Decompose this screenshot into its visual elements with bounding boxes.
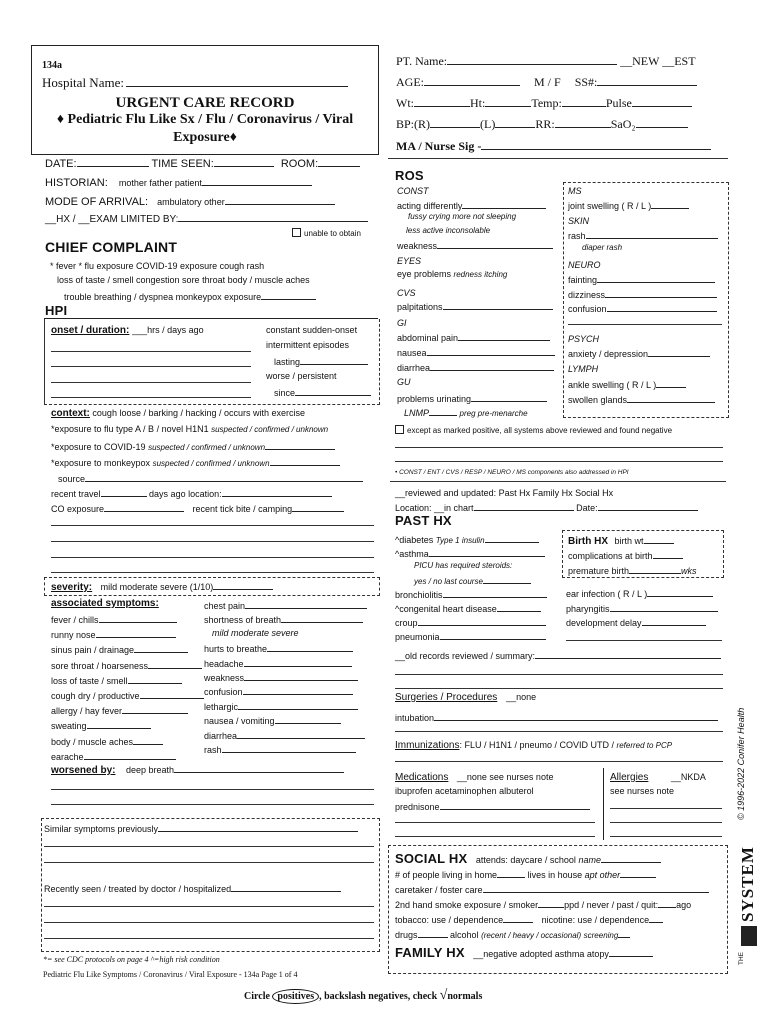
similar-line-2[interactable] (44, 862, 374, 863)
ros-nausea-row: nausea (397, 346, 555, 358)
ros-ms-heading: MS (568, 186, 582, 196)
ros-rash-row: rash (568, 229, 718, 241)
worse-opts: worse / persistent (266, 371, 337, 381)
abd-field[interactable] (458, 331, 550, 341)
ros-bottom-rule (390, 481, 726, 482)
est-option[interactable]: __EST (662, 54, 696, 68)
pt-name-row: PT. Name: __NEW __EST (396, 54, 696, 68)
assoc-right-field[interactable] (244, 671, 358, 681)
ht-field[interactable] (485, 97, 531, 107)
ss-field[interactable] (597, 76, 697, 86)
chd-field[interactable] (497, 602, 541, 612)
past-croup-row: croup (395, 616, 546, 628)
since-row: since (274, 386, 371, 398)
ros-abd-row: abdominal pain (397, 331, 550, 343)
hospital-name-label: Hospital Name: (42, 75, 348, 91)
ros-except-row[interactable]: except as marked positive, all systems above reviewed and found negative (395, 425, 672, 435)
chief-complaint-heading: CHIEF COMPLAINT (45, 239, 178, 255)
constant-opts: constant sudden-onset (266, 325, 358, 335)
bronch-field[interactable] (443, 588, 547, 598)
past-right-line[interactable] (566, 640, 722, 641)
assoc-heading: associated symptoms: (51, 598, 159, 609)
social-heading-row: SOCIAL HX attends: daycare / school name (395, 851, 661, 866)
date-row: DATE: TIME SEEN: ROOM: (45, 157, 360, 170)
assoc-right-item: chest pain (204, 599, 367, 611)
assoc-left-item: sweating (51, 719, 151, 731)
ros-diarrhea-row: diarrhea (397, 361, 554, 373)
ros-psych-heading: PSYCH (568, 334, 600, 344)
past-diabetes-row: ^diabetes Type 1 insulin (395, 533, 539, 545)
surgeries-row: Surgeries / Procedures __none (395, 692, 537, 703)
positives-circle: positives (272, 989, 319, 1004)
ros-palp-row: palpitations (397, 300, 553, 312)
glands-field[interactable] (627, 393, 715, 403)
ros-components-note: • CONST / ENT / CVS / RESP / NEURO / MS components also addressed in HPI (395, 469, 629, 476)
assoc-right-item: headache (204, 657, 352, 669)
assoc-right-item: weakness (204, 671, 358, 683)
severity-row: severity: mild moderate severe (1/10) (51, 580, 273, 593)
recently-seen-field[interactable] (231, 882, 341, 892)
onset-line-3[interactable] (51, 382, 251, 383)
vitals-row-2: BP:(R) (L) RR: SaO₂ (396, 117, 688, 132)
allergy-note: see nurses note (610, 786, 675, 796)
allergy-line-2[interactable] (610, 822, 722, 823)
asthma-field[interactable] (429, 547, 545, 557)
assoc-right-item: confusion (204, 685, 353, 697)
recently-line-3[interactable] (44, 938, 374, 939)
age-field[interactable] (424, 76, 520, 86)
assoc-right-item: rash (204, 743, 356, 755)
sao2-field[interactable] (636, 118, 688, 128)
right-top-rule (388, 158, 728, 159)
context-line-4[interactable] (51, 572, 374, 573)
ros-confusion-row: confusion (568, 302, 717, 314)
assoc-right-item: nausea / vomiting (204, 714, 341, 726)
onset-line-4[interactable] (51, 397, 251, 398)
assoc-left-field[interactable] (134, 643, 188, 653)
assoc-right-field[interactable] (238, 700, 358, 710)
birth-comp-row: complications at birth (568, 549, 683, 561)
fainting-field[interactable] (597, 273, 715, 283)
old-records-field[interactable] (535, 649, 721, 659)
intermittent-opts: intermittent episodes (266, 340, 350, 350)
lives-field[interactable] (620, 868, 656, 878)
assoc-right-field[interactable] (281, 613, 363, 623)
nicotine-field[interactable] (649, 913, 663, 923)
tick-field[interactable] (292, 502, 344, 512)
form-title: URGENT CARE RECORD (115, 95, 295, 111)
assoc-right-field[interactable] (237, 729, 365, 739)
brand-text: SYSTEM (738, 846, 757, 922)
diarrhea-field[interactable] (430, 361, 554, 371)
source-row: source (58, 472, 363, 484)
surgeries-line[interactable] (395, 731, 723, 732)
new-option[interactable]: __NEW (620, 54, 660, 68)
onset-line-2[interactable] (51, 366, 251, 367)
bp-l-field[interactable] (495, 118, 535, 128)
pt-name-field[interactable] (447, 55, 617, 65)
ros-gu-heading: GU (397, 377, 411, 387)
chart-location-field[interactable] (474, 501, 574, 511)
diabetes-field[interactable] (485, 533, 539, 543)
hx-exam-row: __HX / __EXAM LIMITED BY: (45, 212, 368, 225)
ear-row: ear infection ( R / L ) (566, 587, 713, 599)
meds-row: Medications __none see nurses note (395, 772, 554, 783)
assoc-left-item: loss of taste / smell (51, 674, 182, 686)
birth-comp-field[interactable] (653, 549, 683, 559)
assoc-right-field[interactable] (222, 743, 356, 753)
worsened-row: worsened by: deep breath (51, 763, 344, 776)
temp-field[interactable] (562, 97, 606, 107)
covid-exposure-row: *exposure to COVID-19 suspected / confirmed / unknown (51, 440, 335, 452)
anxiety-field[interactable] (648, 347, 710, 357)
ros-acting-opts-2: less active inconsolable (406, 226, 491, 235)
past-picu: PICU has required steroids: (414, 561, 513, 570)
check-icon: √ (439, 988, 448, 1003)
ros-urinating-row: problems urinating (397, 392, 547, 404)
assoc-left-field[interactable] (140, 689, 204, 699)
immunizations-line[interactable] (395, 761, 723, 762)
hx-exam-field[interactable] (178, 212, 368, 222)
assoc-right-item: shortness of breath (204, 613, 363, 625)
context-line-1[interactable] (51, 525, 374, 526)
assoc-left-item: sore throat / hoarseness (51, 659, 202, 671)
similar-row: Similar symptoms previously (44, 822, 358, 834)
flu-exposure-row: *exposure to flu type A / B / novel H1N1 suspected / confirmed / unknown (51, 424, 329, 434)
ros-acting-row: acting differently (397, 199, 546, 211)
footer-line: Pediatric Flu Like Symptoms / Coronavirus / Viral Exposure - 134a Page 1 of 4 (43, 970, 298, 979)
except-checkbox[interactable] (395, 425, 404, 434)
covid-exposure-field[interactable] (265, 440, 335, 450)
joint-field[interactable] (651, 199, 689, 209)
dev-row: development delay (566, 616, 706, 628)
family-hx-row: FAMILY HX __negative adopted asthma atopy (395, 945, 653, 960)
lnmp-field[interactable] (429, 406, 457, 416)
worsened-line-1[interactable] (51, 789, 374, 790)
form-code: 134a (42, 60, 62, 71)
ros-line-1[interactable] (395, 447, 723, 448)
old-records-line-1[interactable] (395, 674, 723, 675)
premature-field[interactable] (629, 564, 681, 574)
screening-field[interactable] (618, 928, 630, 938)
pharyng-field[interactable] (610, 602, 718, 612)
ros-lymph-heading: LYMPH (568, 364, 599, 374)
assoc-right-item: mild moderate severe (212, 627, 299, 638)
onset-row: onset / duration: ___hrs / days ago (51, 325, 204, 336)
room-field[interactable] (318, 157, 360, 167)
travel-field[interactable] (101, 487, 147, 497)
recently-seen-row: Recently seen / treated by doctor / hospitalized (44, 882, 341, 894)
ros-acting-opts: fussy crying more not sleeping (408, 212, 517, 221)
croup-field[interactable] (418, 616, 546, 626)
allergy-line-1[interactable] (610, 808, 722, 809)
form-subtitle-1: ♦ Pediatric Flu Like Sx / Flu / Coronavirus / Viral (56, 112, 354, 127)
ros-dizziness-row: dizziness (568, 288, 717, 300)
caretaker-field[interactable] (483, 883, 709, 893)
smoke-row: 2nd hand smoke exposure / smoker ppd / never / past / quit: ago (395, 900, 692, 910)
unable-checkbox[interactable] (292, 228, 301, 237)
assoc-left-field[interactable] (96, 628, 176, 638)
wt-field[interactable] (414, 97, 470, 107)
drugs-field[interactable] (418, 928, 448, 938)
context-row: context: cough loose / barking / hacking / occurs with exercise (51, 408, 306, 419)
historian-field[interactable] (202, 176, 312, 186)
travel-row: recent travel days ago location: (51, 487, 332, 499)
assoc-left-item: allergy / hay fever (51, 704, 188, 716)
form-subtitle-2: Exposure♦ (173, 130, 237, 145)
birth-wt-field[interactable] (644, 534, 674, 544)
time-field[interactable] (214, 157, 274, 167)
copyright-text: © 1996-2022 Conifer Health (736, 707, 746, 820)
assoc-right-item: lethargic (204, 700, 358, 712)
past-bronch-row: bronchiolitis (395, 588, 547, 600)
neuro-extra-line[interactable] (568, 324, 722, 325)
co-field[interactable] (104, 502, 184, 512)
prednisone-field[interactable] (440, 800, 590, 810)
onset-line-1[interactable] (51, 351, 251, 352)
smoke-field[interactable] (538, 898, 564, 908)
assoc-right-item: hurts to breathe (204, 642, 353, 654)
bp-r-field[interactable] (430, 118, 480, 128)
past-reviewed-row: __reviewed and updated: Past Hx Family Hx Social Hx (395, 488, 614, 498)
acting-field[interactable] (462, 199, 546, 209)
worsened-line-2[interactable] (51, 804, 374, 805)
dizziness-field[interactable] (605, 288, 717, 298)
tobacco-row: tobacco: use / dependence nicotine: use / dependence (395, 913, 663, 925)
nurse-sig-field[interactable] (481, 140, 711, 150)
co-row: CO exposure recent tick bite / camping (51, 502, 344, 514)
severity-field[interactable] (213, 580, 273, 590)
assoc-left-field[interactable] (87, 719, 151, 729)
similar-line-1[interactable] (44, 846, 374, 847)
ros-fainting-row: fainting (568, 273, 715, 285)
confusion-field[interactable] (607, 302, 717, 312)
intubation-row: intubation (395, 711, 718, 723)
ros-neuro-heading: NEURO (568, 260, 601, 270)
allergies-row: Allergies __NKDA (610, 772, 706, 783)
pharyng-row: pharyngitis (566, 602, 718, 614)
quit-field[interactable] (658, 898, 676, 908)
assoc-right-field[interactable] (267, 642, 353, 652)
recently-line-2[interactable] (44, 922, 374, 923)
past-date-field[interactable] (598, 501, 698, 511)
assoc-right-field[interactable] (243, 685, 353, 695)
ros-heading: ROS (395, 168, 424, 183)
family-hx-field[interactable] (609, 947, 653, 957)
assoc-left-item: runny nose (51, 628, 176, 640)
school-name-field[interactable] (601, 853, 661, 863)
hospital-name-field[interactable] (126, 77, 348, 87)
ros-const-heading: CONST (397, 186, 429, 196)
assoc-left-field[interactable] (99, 613, 177, 623)
people-row: # of people living in home lives in house apt other (395, 868, 656, 880)
ros-glands-row: swollen glands (568, 393, 715, 405)
brand-logo-icon (741, 926, 757, 946)
assoc-left-field[interactable] (84, 750, 176, 760)
ros-eyes-heading: EYES (397, 256, 422, 266)
unable-to-obtain[interactable]: unable to obtain (292, 228, 361, 238)
past-yesno-row: yes / no last course (414, 574, 531, 586)
pulse-field[interactable] (632, 97, 692, 107)
brand-prefix: THE (738, 952, 745, 965)
ros-ankle-row: ankle swelling ( R / L ) (568, 378, 686, 390)
assoc-left-item: body / muscle aches (51, 735, 163, 747)
assoc-left-field[interactable] (128, 674, 182, 684)
date-field[interactable] (77, 157, 149, 167)
ear-field[interactable] (647, 587, 713, 597)
pneumonia-field[interactable] (440, 630, 546, 640)
ros-lnmp-row: LNMP preg pre-menarche (404, 408, 528, 418)
location-field[interactable] (222, 487, 332, 497)
ros-cvs-heading: CVS (397, 288, 416, 298)
similar-field[interactable] (158, 822, 358, 832)
meds-list: ibuprofen acetaminophen albuterol (395, 786, 534, 796)
ankle-field[interactable] (656, 378, 686, 388)
mpox-exposure-field[interactable] (270, 456, 340, 466)
since-field[interactable] (295, 386, 371, 396)
lasting-row: lasting (274, 355, 368, 367)
arrival-row: MODE OF ARRIVAL: ambulatory other (45, 195, 335, 208)
title-box (31, 45, 379, 155)
rash-field[interactable] (586, 229, 718, 239)
footnote: *= see CDC protocols on page 4 ^=high risk condition (43, 955, 220, 964)
people-field[interactable] (497, 868, 525, 878)
prednisone-row: prednisone (395, 800, 590, 812)
historian-row: HISTORIAN: mother father patient (45, 176, 312, 189)
dev-field[interactable] (642, 616, 706, 626)
nausea-field[interactable] (427, 346, 555, 356)
assoc-right-field[interactable] (245, 599, 367, 609)
caretaker-row: caretaker / foster care (395, 883, 709, 895)
assoc-left-field[interactable] (133, 735, 163, 745)
ros-skin-heading: SKIN (568, 216, 590, 226)
assoc-left-item: fever / chills (51, 613, 177, 625)
hpi-heading: HPI (45, 303, 68, 318)
rr-field[interactable] (555, 118, 611, 128)
ros-gi-heading: GI (397, 318, 407, 328)
tobacco-field[interactable] (503, 913, 533, 923)
drugs-row: drugs alcohol (recent / heavy / occasional) screening (395, 928, 630, 940)
urinating-field[interactable] (471, 392, 547, 402)
immunizations-row: Immunizations: FLU / H1N1 / pneumo / COVID UTD / referred to PCP (395, 740, 673, 751)
assoc-left-item: sinus pain / drainage (51, 643, 188, 655)
mpox-exposure-row: *exposure to monkeypox suspected / confirmed / unknown (51, 456, 340, 468)
ros-diaper: diaper rash (582, 243, 623, 252)
recently-line-1[interactable] (44, 906, 374, 907)
assoc-right-field[interactable] (275, 714, 341, 724)
chief-line-2: loss of taste / smell congestion sore throat body / muscle aches (57, 275, 310, 285)
chief-line-3-field[interactable] (261, 290, 316, 300)
old-records-line-2[interactable] (395, 688, 723, 689)
ros-eye-row: eye problems redness itching (397, 269, 508, 279)
ros-anxiety-row: anxiety / depression (568, 347, 710, 359)
meds-line-2[interactable] (395, 836, 595, 837)
meds-line-1[interactable] (395, 822, 595, 823)
assoc-right-item: diarrhea (204, 729, 365, 741)
ros-joint-row: joint swelling ( R / L ) (568, 199, 689, 211)
chief-line-1: * fever * flu exposure COVID-19 exposure cough rash (50, 261, 265, 271)
birth-hx-row: Birth HX birth wt (568, 534, 674, 547)
assoc-left-item: earache (51, 750, 176, 762)
assoc-left-field[interactable] (148, 659, 202, 669)
assoc-right-field[interactable] (244, 657, 352, 667)
age-row: AGE: M / F SS#: (396, 75, 697, 90)
source-field[interactable] (85, 472, 363, 482)
past-location-row: Location: __in chart Date: (395, 501, 698, 513)
weakness-field[interactable] (437, 239, 553, 249)
arrival-field[interactable] (225, 195, 335, 205)
assoc-left-item: cough dry / productive (51, 689, 204, 701)
assoc-left-field[interactable] (122, 704, 188, 714)
context-line-2[interactable] (51, 541, 374, 542)
lasting-field[interactable] (300, 355, 368, 365)
last-course-field[interactable] (483, 574, 531, 584)
intubation-field[interactable] (434, 711, 718, 721)
ros-line-2[interactable] (395, 461, 723, 462)
chief-line-3: trouble breathing / dyspnea monkeypox exposure (64, 290, 316, 302)
vitals-row-1: Wt: Ht: Temp: Pulse (396, 96, 692, 111)
allergy-line-3[interactable] (610, 836, 722, 837)
past-hx-heading: PAST HX (395, 513, 452, 528)
worsened-field[interactable] (174, 763, 344, 773)
legend-row: Circle positives , backslash negatives, check √normals (244, 988, 483, 1003)
nurse-row: MA / Nurse Sig - (396, 139, 711, 154)
context-line-3[interactable] (51, 557, 374, 558)
past-chd-row: ^congenital heart disease (395, 602, 541, 614)
past-asthma-row: ^asthma (395, 547, 545, 559)
premature-row: premature birth wks (568, 566, 697, 576)
ros-weakness-row: weakness (397, 239, 553, 251)
past-pneumonia-row: pneumonia (395, 630, 546, 642)
palp-field[interactable] (443, 300, 553, 310)
old-records-row: __old records reviewed / summary: (395, 649, 721, 661)
meds-divider (603, 768, 604, 840)
